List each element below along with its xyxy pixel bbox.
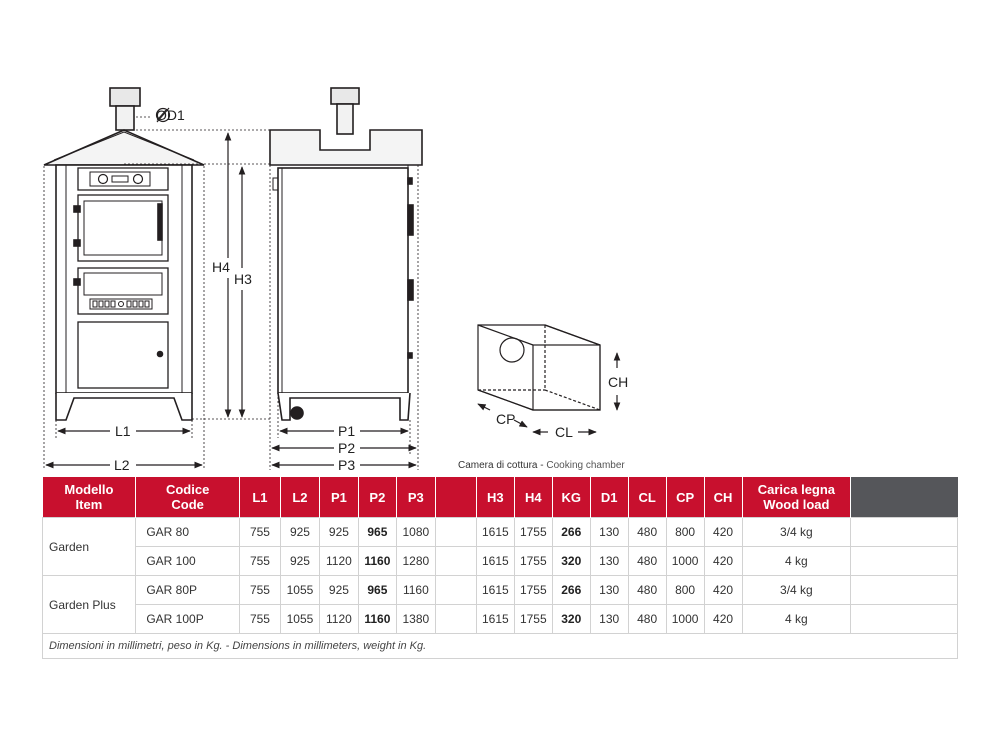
col-header-p2: P2 xyxy=(358,477,396,518)
model-cell: Garden Plus xyxy=(43,576,136,634)
footnote-row xyxy=(43,634,958,659)
p3-cell: 1380 xyxy=(396,605,435,634)
table-header-row xyxy=(43,477,958,518)
chamber-caption-sep: - xyxy=(537,460,547,471)
table-row xyxy=(43,547,958,576)
h3-cell: 1615 xyxy=(476,605,514,634)
h4-cell: 1755 xyxy=(514,547,552,576)
l1-cell: 755 xyxy=(239,518,280,547)
blank-cell xyxy=(435,576,476,605)
h4-cell: 1755 xyxy=(514,518,552,547)
wood-cell: 3/4 kg xyxy=(742,518,851,547)
col-header-kg: KG xyxy=(552,477,590,518)
col-header-h4: H4 xyxy=(514,477,552,518)
p3-cell: 1280 xyxy=(396,547,435,576)
col-header-h3: H3 xyxy=(476,477,514,518)
label-h3: H3 xyxy=(234,271,252,287)
col-header-l2: L2 xyxy=(280,477,319,518)
h3-cell: 1615 xyxy=(476,576,514,605)
label-ch: CH xyxy=(608,374,629,390)
kg-cell: 320 xyxy=(552,547,590,576)
wood-cell: 4 kg xyxy=(742,547,851,576)
chimney-cap xyxy=(110,88,140,106)
blank-cell xyxy=(435,605,476,634)
chimney-pipe xyxy=(116,106,134,130)
p3-cell: 1080 xyxy=(396,518,435,547)
h3-cell: 1615 xyxy=(476,518,514,547)
table-row xyxy=(43,605,958,634)
cp-cell: 800 xyxy=(666,576,704,605)
p3-cell: 1160 xyxy=(396,576,435,605)
wood-cell: 4 kg xyxy=(742,605,851,634)
kg-cell: 266 xyxy=(552,518,590,547)
extra-cell xyxy=(851,547,958,576)
l1-cell: 755 xyxy=(239,576,280,605)
p2-cell: 1160 xyxy=(358,605,396,634)
chamber-caption-it: Camera di cottura xyxy=(458,460,538,471)
chamber-caption-en: Cooking chamber xyxy=(546,460,625,471)
label-l2: L2 xyxy=(114,457,130,473)
d1-cell: 130 xyxy=(590,518,628,547)
ch-cell: 420 xyxy=(704,518,742,547)
label-l1: L1 xyxy=(115,423,131,439)
l1-cell: 755 xyxy=(239,605,280,634)
extra-cell xyxy=(851,518,958,547)
code-cell: GAR 80P xyxy=(136,576,240,605)
blank-cell xyxy=(435,518,476,547)
h4-cell: 1755 xyxy=(514,576,552,605)
roof xyxy=(44,130,204,165)
col-header-blank xyxy=(435,477,476,518)
label-h4: H4 xyxy=(212,259,230,275)
p2-cell: 965 xyxy=(358,518,396,547)
table-row xyxy=(43,518,958,547)
label-cp: CP xyxy=(496,411,516,427)
cl-cell: 480 xyxy=(628,518,666,547)
col-header-cp: CP xyxy=(666,477,704,518)
l2-cell: 925 xyxy=(280,518,319,547)
cp-cell: 800 xyxy=(666,518,704,547)
chamber-caption xyxy=(458,460,625,471)
d1-cell: 130 xyxy=(590,576,628,605)
h3-cell: 1615 xyxy=(476,547,514,576)
ch-cell: 420 xyxy=(704,547,742,576)
col-header-wood-load: Carica legna Wood load xyxy=(742,477,851,518)
cp-cell: 1000 xyxy=(666,605,704,634)
kg-cell: 266 xyxy=(552,576,590,605)
col-header-l1: L1 xyxy=(239,477,280,518)
label-cl: CL xyxy=(555,424,573,440)
extra-cell xyxy=(851,576,958,605)
extra-cell xyxy=(851,605,958,634)
col-header-model: Modello Item xyxy=(43,477,136,518)
col-header-extra xyxy=(851,477,958,518)
kg-cell: 320 xyxy=(552,605,590,634)
p1-cell: 925 xyxy=(319,518,358,547)
code-cell: GAR 100P xyxy=(136,605,240,634)
specifications-table xyxy=(42,477,958,659)
cp-cell: 1000 xyxy=(666,547,704,576)
col-header-p1: P1 xyxy=(319,477,358,518)
label-p3: P3 xyxy=(338,457,356,473)
p2-cell: 965 xyxy=(358,576,396,605)
cl-cell: 480 xyxy=(628,576,666,605)
label-p2: P2 xyxy=(338,440,356,456)
model-cell: Garden xyxy=(43,518,136,576)
l1-cell: 755 xyxy=(239,547,280,576)
code-cell: GAR 80 xyxy=(136,518,240,547)
h4-cell: 1755 xyxy=(514,605,552,634)
side-view xyxy=(270,88,422,470)
p1-cell: 925 xyxy=(319,576,358,605)
footnote: Dimensioni in millimetri, peso in Kg. - Dimensions in millimeters, weight in Kg. xyxy=(43,634,958,659)
p1-cell: 1120 xyxy=(319,547,358,576)
col-header-p3: P3 xyxy=(396,477,435,518)
d1-cell: 130 xyxy=(590,605,628,634)
cl-cell: 480 xyxy=(628,547,666,576)
l2-cell: 925 xyxy=(280,547,319,576)
col-header-code: Codice Code xyxy=(136,477,240,518)
blank-cell xyxy=(435,547,476,576)
p1-cell: 1120 xyxy=(319,605,358,634)
wood-cell: 3/4 kg xyxy=(742,576,851,605)
p2-cell: 1160 xyxy=(358,547,396,576)
col-header-d1: D1 xyxy=(590,477,628,518)
ch-cell: 420 xyxy=(704,605,742,634)
code-cell: GAR 100 xyxy=(136,547,240,576)
ch-cell: 420 xyxy=(704,576,742,605)
cl-cell: 480 xyxy=(628,605,666,634)
l2-cell: 1055 xyxy=(280,605,319,634)
col-header-ch: CH xyxy=(704,477,742,518)
table-row xyxy=(43,576,958,605)
l2-cell: 1055 xyxy=(280,576,319,605)
cooking-chamber-box xyxy=(478,325,600,410)
label-d1: ØD1 xyxy=(156,107,185,123)
label-p1: P1 xyxy=(338,423,356,439)
d1-cell: 130 xyxy=(590,547,628,576)
col-header-cl: CL xyxy=(628,477,666,518)
